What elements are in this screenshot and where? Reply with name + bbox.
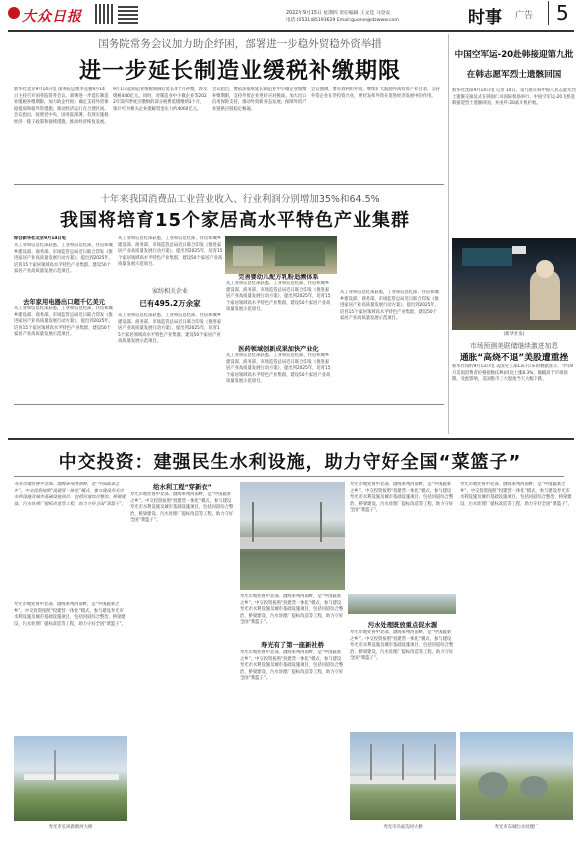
story2-col-3: 从工业和信息化部获悉，工业和信息化部、住房和城乡建设部、商务部、市场监管总局近日联合印发《推进家居产业高质量发展行动方案》，提出到2025年，培育15个家居领域高水平特色产业集群，建设50个家居产业高质量发展示范项目。 — [226, 281, 331, 313]
logo-seal-icon — [8, 7, 20, 19]
story3-photo-1 — [14, 736, 127, 821]
date-line: 2022年9月15日 星期四 责任编辑 王文廷 马登安 — [286, 11, 391, 16]
story3-col-4b: 寿光市地处鲁中北部、渤海莱州湾南畔，是“中国蔬菜之乡”。中交投资按照“投建营一体化”模式，参与建设寿光市水利设施及城市基础设施项目，包括河道综合整治、桥梁建设、污水处理厂提标改造等工程，助力守好全国“菜篮子”。 — [350, 630, 454, 662]
right-mid-headline: 通胀“高烧不退”美股遭重挫 — [459, 353, 569, 363]
story2-headline: 我国将培育15个家居高水平特色产业集群 — [59, 210, 411, 231]
story3-subhead-2: 寿光有了第一座新社桥 — [261, 642, 324, 649]
story3-headline: 中交投资：建强民生水利设施，助力守好全国“菜篮子” — [58, 452, 522, 473]
contact-line: 电话:(0531)85193629 Email:guonei@dzwww.com — [286, 18, 399, 23]
page-number: 5 — [548, 1, 569, 25]
stat-box-text: 从工业和信息化部获悉，工业和信息化部、住房和城乡建设部、商务部、市场监管总局近日联合印发《推进家居产业高质量发展行动方案》，提出到2025年，培育15个家居领域高水平特色产业集群，建设50个家居产业高质量发展示范项目。 — [118, 313, 222, 345]
stat-box-label: 家纺相关企业 — [151, 288, 188, 295]
story1-kicker: 国务院常务会议加力助企纾困，部署进一步稳外贸稳外资举措 — [98, 38, 382, 50]
story1-col-2: 9月1日起制造业缓税期满后延长4个月补缴，涉及缓税440亿元。同时，对制造业中小微企业等2022年第四季度应缴纳的部分税费延缓缴纳3个月，预计可为相关企业缓解资金压力约4000亿元。 — [113, 87, 208, 112]
story1-headline: 进一步延长制造业缓税补缴期限 — [78, 59, 401, 84]
story2-col-4: 从工业和信息化部获悉，工业和信息化部、住房和城乡建设部、商务部、市场监管总局近日联合印发《推进家居产业高质量发展行动方案》，提出到2025年，培育15个家居领域高水平特色产业集群，建设50个家居产业高质量发展示范项目。 — [340, 290, 440, 322]
masthead — [0, 0, 580, 30]
stat-box — [118, 282, 222, 402]
story2-subhead-2: 医药领域创新成果加快产业化 — [238, 346, 319, 353]
story3-photo-mid — [348, 594, 456, 614]
story3-col-4: 寿光市地处鲁中北部、渤海莱州湾南畔，是“中国蔬菜之乡”。中交投资按照“投建营一体化”模式，参与建设寿光市水利设施及城市基础设施项目，包括河道综合整治、桥梁建设、污水处理厂提标改造等工程，助力守好全国“菜篮子”。 — [350, 482, 454, 514]
story3-col-3b: 寿光市地处鲁中北部、渤海莱州湾南畔，是“中国蔬菜之乡”。中交投资按照“投建营一体化”模式，参与建设寿光市水利设施及城市基础设施项目，包括河道综合整治、桥梁建设、污水处理厂提标改造等工程，助力守好全国“菜篮子”。 — [240, 650, 344, 682]
story3-photo-top — [240, 482, 345, 590]
section-title: 时事 — [468, 8, 502, 28]
newspaper-logo: 大众日报 — [22, 9, 82, 25]
section-divider — [14, 404, 444, 405]
story2-col-1b: 从工业和信息化部获悉，工业和信息化部、住房和城乡建设部、商务部、市场监管总局近日联合印发《推进家居产业高质量发展行动方案》，提出到2025年，培育15个家居领域高水平特色产业集群，建设50个家居产业高质量发展示范项目。 — [14, 306, 114, 338]
story2-kicker: 十年来我国消费品工业营业收入、行业利润分别增加35%和64.5% — [100, 194, 380, 205]
story3-subhead-3: 污水处理既放重点促水源 — [367, 622, 438, 629]
story3-photo-2 — [350, 732, 456, 820]
right-photo — [452, 238, 576, 330]
section-divider — [14, 184, 444, 185]
qr-code-icon — [95, 4, 115, 24]
story2-box-title: 完善婴幼儿配方乳粉追溯体系 — [238, 274, 319, 281]
story3-headline-rule — [14, 476, 564, 477]
story2-dateline: 综合新华社北京9月14日电 — [14, 236, 66, 241]
ad-label: 广告 — [515, 11, 534, 21]
story1-col-3: 会议指出，要依法依规延长制造业中小微企业缓缴补缴期限，支持外贸企业更好应对挑战。加大出口信用保险支持，推动外贸新业态发展，保障外贸产业链供应链稳定畅通。 — [212, 87, 307, 112]
right-top-body: 新华社沈阳9月14日电 记者 14日，第九批在韩中国人民志愿军烈士遗骸交接仪式在韩国仁川国际机场举行。中国空军运-20飞机赴韩接迎烈士遗骸回国，并由歼-20战斗机护航。 — [452, 88, 576, 107]
story3-caption-1: 寿光市长风新街河大桥 — [48, 825, 93, 830]
story2-subhead-1: 去年家用电器出口超千亿美元 — [23, 299, 105, 306]
story2-photo — [225, 236, 337, 274]
story3-col-5: 寿光市地处鲁中北部、渤海莱州湾南畔，是“中国蔬菜之乡”。中交投资按照“投建营一体化”模式，参与建设寿光市水利设施及城市基础设施项目，包括河道综合整治、桥梁建设、污水处理厂提标改造等工程，助力守好全国“菜篮子”。 — [460, 482, 572, 507]
story3-photo-3 — [460, 732, 573, 820]
qr-code-icon — [118, 4, 138, 24]
right-mid-body: 新华社纽约9月13日电 美国劳工部13日公布的数据显示，今年8月美国消费者价格指数(CPI)同比上涨8.3%，涨幅高于市场预期。受此影响，美国股市三大股指当天大幅下跌。 — [452, 364, 573, 383]
story2-col-2: 从工业和信息化部获悉，工业和信息化部、住房和城乡建设部、商务部、市场监管总局近日联合印发《推进家居产业高质量发展行动方案》，提出到2025年，培育15个家居领域高水平特色产业集群，建设50个家居产业高质量发展示范项目。 — [118, 236, 223, 268]
story3-caption-3: 寿光市东城污水处理厂 — [494, 825, 539, 830]
story1-col-1: 新华社北京9月14日电 国务院总理李克强9月14日主持召开国务院常务会议，部署进一步延长制造业缓税补缴期限，加力助企纾困；确定支持外贸保稳提质和稳外资措施，推动经济运行在合理区间。会议指出，按照党中央、国务院部署，有效实施稳经济一揽子政策和接续措施，推动经济恢复发展。 — [14, 87, 109, 125]
right-photo-caption: (新华社发) — [503, 332, 525, 337]
story3-col-1: 寿光市地处鲁中北部、渤海莱州湾南畔，是“中国蔬菜之乡”。中交投资按照“投建营一体化”模式，参与建设寿光市水利设施及城市基础设施项目，包括河道综合整治、桥梁建设、污水处理厂提标改造等工程，助力守好全国“菜篮子”。 — [14, 602, 126, 627]
story3-col-3: 寿光市地处鲁中北部、渤海莱州湾南畔，是“中国蔬菜之乡”。中交投资按照“投建营一体化”模式，参与建设寿光市水利设施及城市基础设施项目，包括河道综合整治、桥梁建设、污水处理厂提标改造等工程，助力守好全国“菜篮子”。 — [240, 594, 344, 626]
story3-intro: 寿光市地处鲁中北部、渤海莱州湾南畔，是“中国蔬菜之乡”。中交投资按照“投建营一体化”模式，参与建设寿光市水利设施及城市基础设施项目，包括河道综合整治、桥梁建设、污水处理厂提标改造等工程，助力守好全国“菜篮子”。 — [14, 482, 126, 507]
story2-col-3b: 从工业和信息化部获悉，工业和信息化部、住房和城乡建设部、商务部、市场监管总局近日联合印发《推进家居产业高质量发展行动方案》，提出到2025年，培育15个家居领域高水平特色产业集群，建设50个家居产业高质量发展示范项目。 — [226, 353, 331, 385]
right-mid-kicker: 市场预测美联储继续激进加息 — [469, 342, 559, 350]
story2-col-1: 从工业和信息化部获悉，工业和信息化部、住房和城乡建设部、商务部、市场监管总局近日联合印发《推进家居产业高质量发展行动方案》，提出到2025年，培育15个家居领域高水平特色产业集群，建设50个家居产业高质量发展示范项目。 — [14, 243, 114, 275]
column-divider — [448, 34, 449, 434]
story3-top-rule — [8, 438, 574, 440]
story1-col-4: 会议强调，要有效利用外资，继续扩大鼓励外商投资产业目录，支持外资企业在华投资兴业，更好发挥外资在促进经济发展中的作用。 — [311, 87, 440, 99]
story3-subhead-1: 给水利工程“穿新衣” — [153, 484, 212, 491]
story3-caption-2: 寿光市冯家沟河大桥 — [383, 825, 423, 830]
right-headline-2: 在韩志愿军烈士遗骸回国 — [466, 70, 562, 80]
right-headline-1: 中国空军运-20赴韩接迎第九批 — [454, 50, 574, 60]
stat-box-value: 已有495.2万余家 — [139, 299, 201, 308]
story3-col-2: 寿光市地处鲁中北部、渤海莱州湾南畔，是“中国蔬菜之乡”。中交投资按照“投建营一体化”模式，参与建设寿光市水利设施及城市基础设施项目，包括河道综合整治、桥梁建设、污水处理厂提标改造等工程，助力守好全国“菜篮子”。 — [130, 492, 234, 524]
masthead-rule — [8, 30, 574, 32]
